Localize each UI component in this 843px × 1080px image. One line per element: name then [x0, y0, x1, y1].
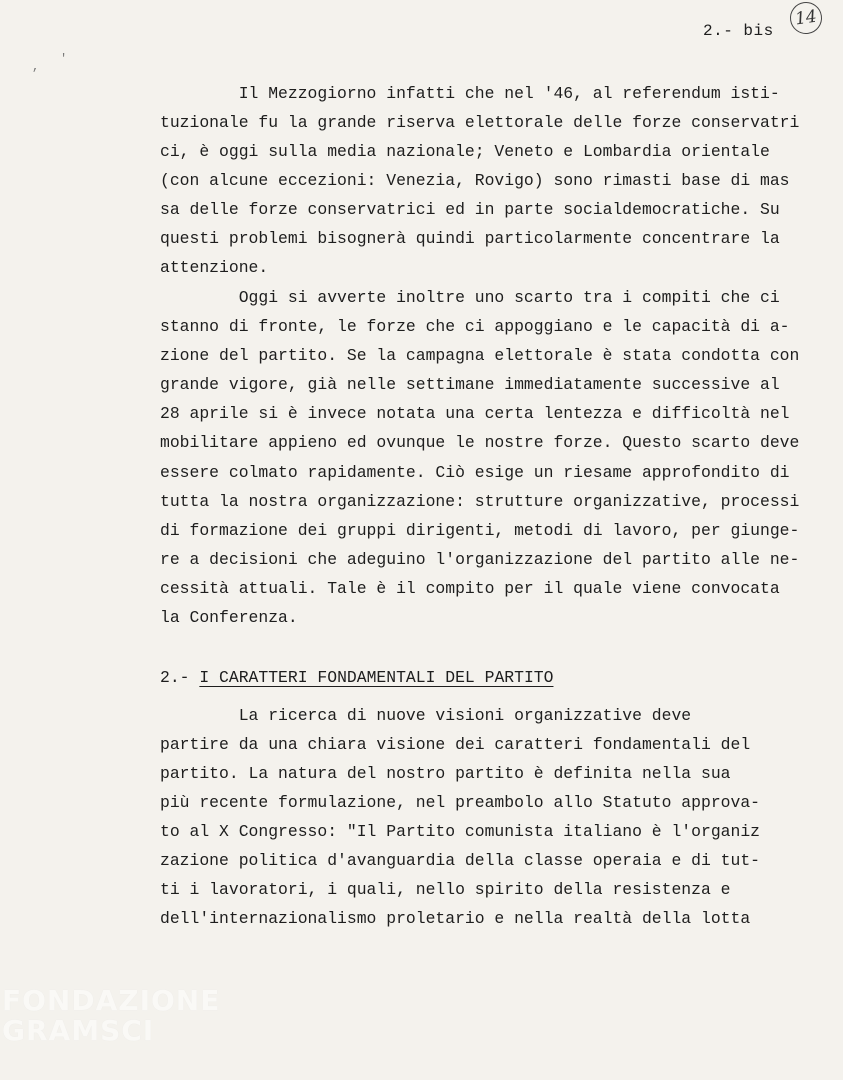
text-line: zazione politica d'avanguardia della classe operaia e di tut-	[160, 851, 760, 870]
watermark-line: FONDAZIONE	[2, 984, 221, 1017]
text-line: cessità attuali. Tale è il compito per il quale viene convocata	[160, 579, 780, 598]
watermark-line: GRAMSCI	[2, 1014, 155, 1047]
text-line: to al X Congresso: "Il Partito comunista italiano è l'organiz	[160, 822, 760, 841]
text-line: stanno di fronte, le forze che ci appoggiano e le capacità di a-	[160, 317, 790, 336]
text-line: partito. La natura del nostro partito è definita nella sua	[160, 764, 731, 783]
text-line: zione del partito. Se la campagna elettorale è stata condotta con	[160, 346, 800, 365]
text-line: ti i lavoratori, i quali, nello spirito della resistenza e	[160, 880, 731, 899]
margin-mark: ,	[32, 60, 40, 74]
text-line: sa delle forze conservatrici ed in parte socialdemocratiche. Su	[160, 200, 780, 219]
text-line: attenzione.	[160, 258, 269, 277]
section-number: 2.-	[160, 668, 190, 687]
text-line: mobilitare appieno ed ovunque le nostre forze. Questo scarto deve	[160, 433, 800, 452]
text-line: partire da una chiara visione dei caratteri fondamentali del	[160, 735, 751, 754]
text-line: 28 aprile si è invece notata una certa lentezza e difficoltà nel	[160, 404, 790, 423]
text-line: di formazione dei gruppi dirigenti, metodi di lavoro, per giunge-	[160, 521, 800, 540]
text-line: più recente formulazione, nel preambolo allo Statuto approva-	[160, 793, 760, 812]
text-line: tutta la nostra organizzazione: strutture organizzative, processi	[160, 492, 800, 511]
handwritten-folio-number: 14	[788, 0, 824, 36]
watermark-logo	[2, 986, 220, 1046]
text-line: la Conferenza.	[160, 608, 298, 627]
text-line: questi problemi bisognerà quindi particolarmente concentrare la	[160, 229, 780, 248]
section-title: I CARATTERI FONDAMENTALI DEL PARTITO	[199, 668, 554, 687]
text-line: tuzionale fu la grande riserva elettorale delle forze conservatri	[160, 113, 800, 132]
margin-mark: '	[60, 52, 68, 66]
text-line: La ricerca di nuove visioni organizzative deve	[160, 706, 692, 725]
text-line: essere colmato rapidamente. Ciò esige un riesame approfondito di	[160, 463, 790, 482]
page-number: 2.- bis	[703, 22, 774, 40]
text-line: ci, è oggi sulla media nazionale; Veneto e Lombardia orientale	[160, 142, 770, 161]
text-line: (con alcune eccezioni: Venezia, Rovigo) sono rimasti base di mas	[160, 171, 790, 190]
text-line: re a decisioni che adeguino l'organizzazione del partito alle ne-	[160, 550, 800, 569]
text-line: Oggi si avverte inoltre uno scarto tra i compiti che ci	[160, 288, 780, 307]
text-line: grande vigore, già nelle settimane immediatamente successive al	[160, 375, 780, 394]
text-line: dell'internazionalismo proletario e nella realtà della lotta	[160, 909, 751, 928]
text-line: Il Mezzogiorno infatti che nel '46, al referendum isti-	[160, 84, 780, 103]
section-heading	[160, 668, 553, 687]
